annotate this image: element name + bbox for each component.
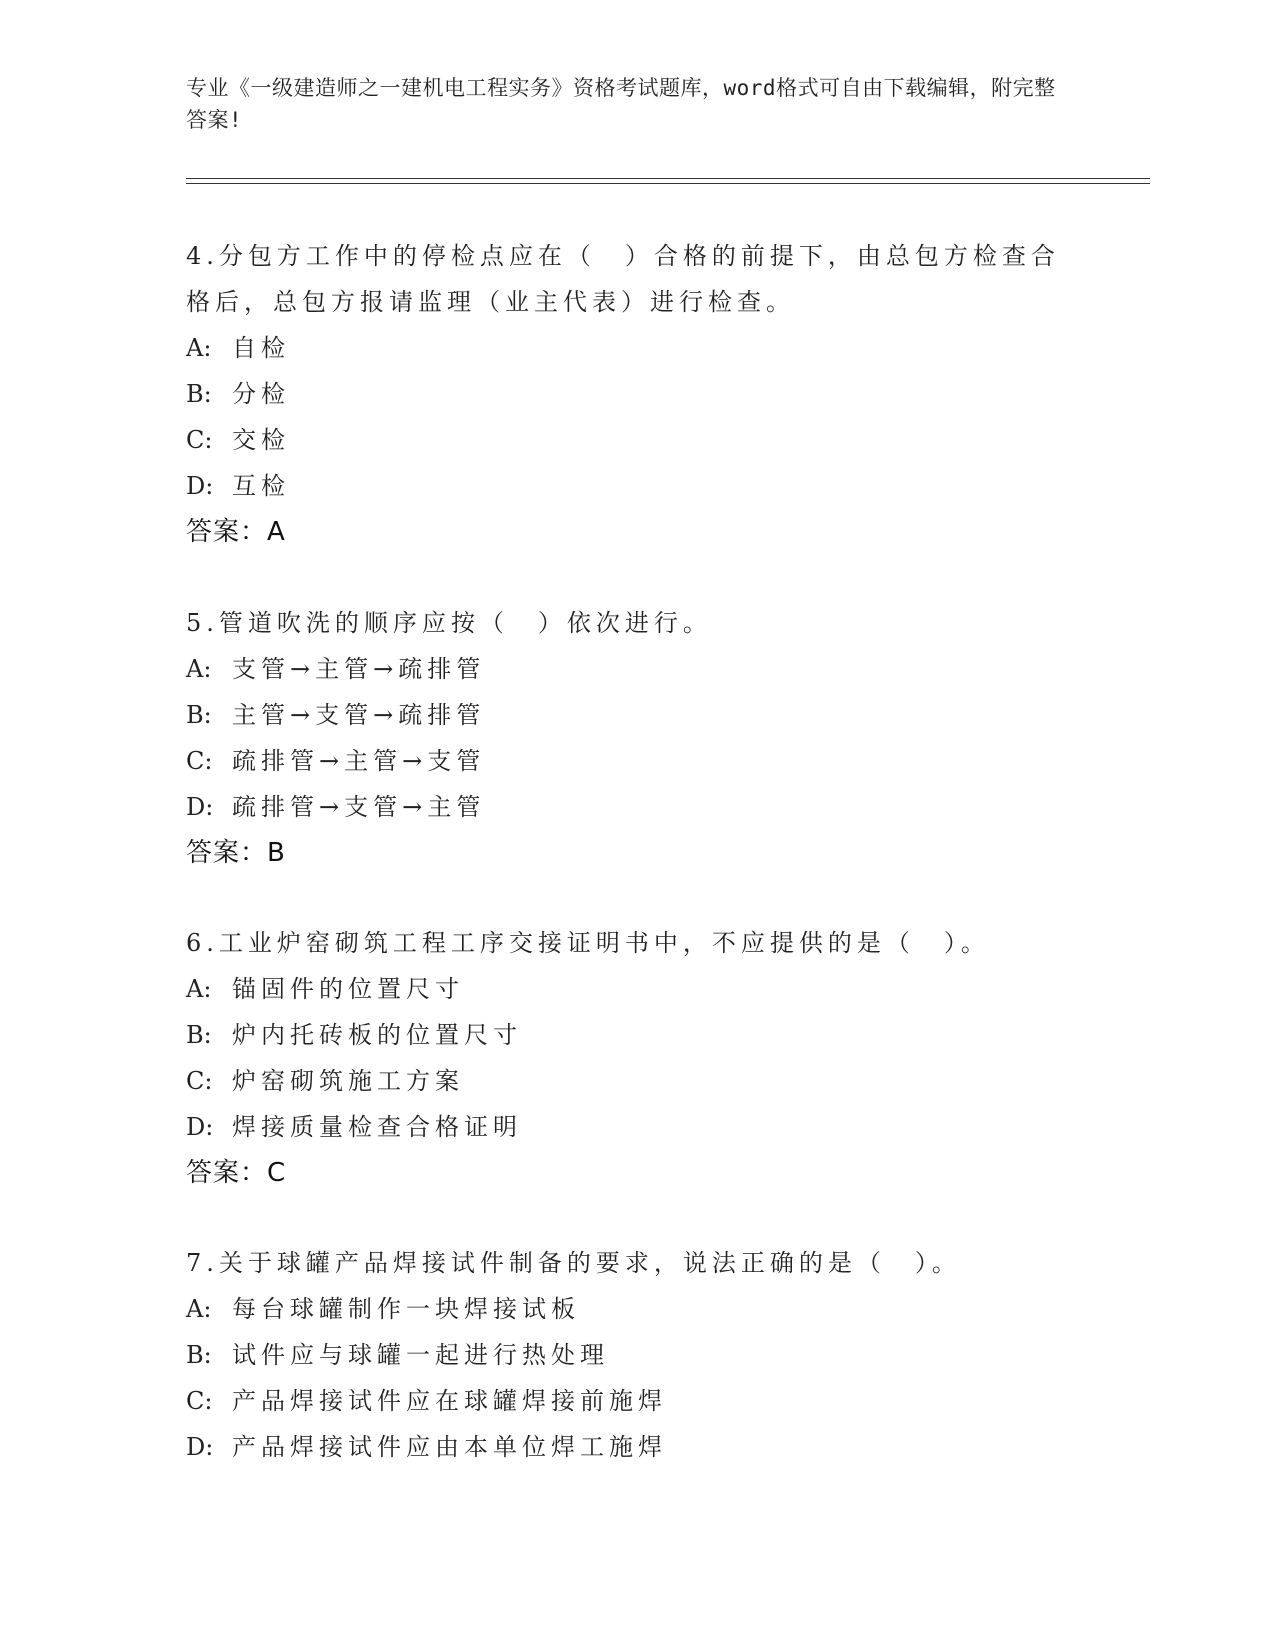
question-stem: 4.分包方工作中的停检点应在（ ）合格的前提下，由总包方检查合格后，总包方报请监理（业主代表）进行检查。: [186, 242, 1060, 316]
question-4: [186, 233, 1066, 555]
option-b: [186, 1012, 1066, 1058]
option-text: 自检: [232, 334, 290, 362]
option-letter: D:: [186, 472, 214, 500]
option-letter: A:: [186, 655, 212, 683]
option-text: 焊接质量检查合格证明: [232, 1113, 522, 1141]
option-letter: D:: [186, 1433, 214, 1461]
option-text: 互检: [232, 472, 290, 500]
option-a: [186, 646, 1066, 692]
option-text: 试件应与球罐一起进行热处理: [232, 1341, 609, 1369]
option-d: [186, 784, 1066, 830]
option-text: 产品焊接试件应由本单位焊工施焊: [232, 1433, 667, 1461]
option-text: 支管→主管→疏排管: [232, 655, 486, 683]
option-letter: B:: [186, 1021, 212, 1049]
option-letter: B:: [186, 1341, 212, 1369]
option-letter: B:: [186, 380, 212, 408]
option-a: [186, 966, 1066, 1012]
option-text: 炉窑砌筑施工方案: [232, 1067, 464, 1095]
option-c: [186, 417, 1066, 463]
question-5: [186, 600, 1066, 876]
option-letter: A:: [186, 1295, 212, 1323]
option-d: [186, 1424, 1066, 1470]
option-b: [186, 1332, 1066, 1378]
question-stem: 6.工业炉窑砌筑工程工序交接证明书中，不应提供的是（ ）。: [186, 929, 990, 957]
option-letter: C:: [186, 1067, 213, 1095]
option-c: [186, 1058, 1066, 1104]
answer-line: 答案：B: [186, 838, 286, 868]
answer-line: 答案：C: [186, 1158, 287, 1188]
option-d: [186, 463, 1066, 509]
option-letter: C:: [186, 1387, 213, 1415]
option-text: 疏排管→主管→支管: [232, 747, 486, 775]
option-b: [186, 371, 1066, 417]
answer-line: 答案：A: [186, 517, 286, 547]
option-text: 炉内托砖板的位置尺寸: [232, 1021, 522, 1049]
question-6: [186, 920, 1066, 1196]
option-letter: A:: [186, 334, 212, 362]
option-a: [186, 325, 1066, 371]
question-stem: 5.管道吹洗的顺序应按（ ）依次进行。: [186, 609, 712, 637]
option-letter: C:: [186, 426, 213, 454]
option-letter: D:: [186, 793, 214, 821]
option-text: 疏排管→支管→主管: [232, 793, 486, 821]
option-c: [186, 1378, 1066, 1424]
option-text: 每台球罐制作一块焊接试板: [232, 1295, 580, 1323]
option-letter: D:: [186, 1113, 214, 1141]
question-7: [186, 1240, 1066, 1470]
option-text: 交检: [232, 426, 290, 454]
option-b: [186, 692, 1066, 738]
header-divider-top: [186, 178, 1150, 179]
option-letter: B:: [186, 701, 212, 729]
header-divider-bottom: [186, 183, 1150, 184]
option-letter: A:: [186, 975, 212, 1003]
option-letter: C:: [186, 747, 213, 775]
option-d: [186, 1104, 1066, 1150]
option-text: 产品焊接试件应在球罐焊接前施焊: [232, 1387, 667, 1415]
document-header: 专业《一级建造师之一建机电工程实务》资格考试题库，word格式可自由下载编辑，附完整答案!: [186, 76, 1056, 132]
question-stem: 7.关于球罐产品焊接试件制备的要求，说法正确的是（ ）。: [186, 1249, 961, 1277]
option-text: 分检: [232, 380, 290, 408]
option-c: [186, 738, 1066, 784]
option-a: [186, 1286, 1066, 1332]
option-text: 锚固件的位置尺寸: [232, 975, 464, 1003]
option-text: 主管→支管→疏排管: [232, 701, 486, 729]
